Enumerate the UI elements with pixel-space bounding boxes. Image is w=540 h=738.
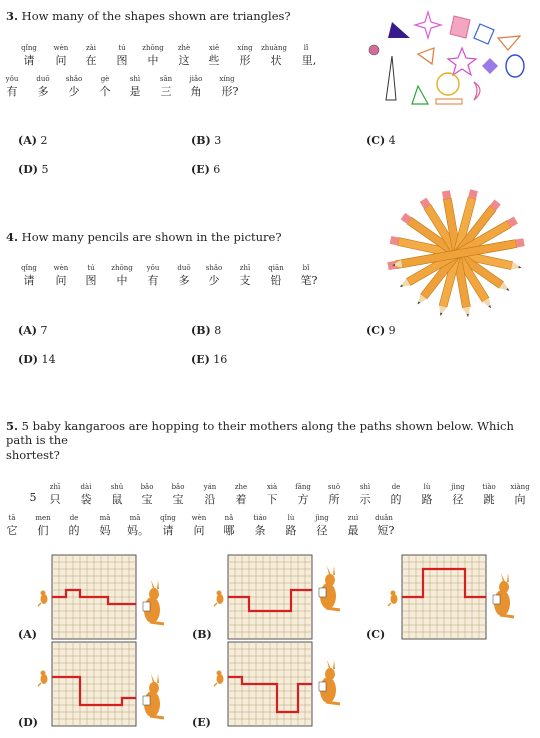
- hanzi: 是: [129, 85, 141, 98]
- baby-kangaroo-icon: [38, 671, 48, 687]
- pinyin: qiān: [268, 264, 284, 272]
- hanzi: 这: [178, 54, 190, 67]
- pinyin: mā: [99, 514, 111, 522]
- pinyin: shǎo: [65, 75, 83, 83]
- hanzi: 径: [452, 493, 464, 506]
- hanzi: 多: [37, 85, 49, 98]
- question-4: [6, 230, 282, 244]
- triangle-shape: [412, 86, 428, 104]
- pinyin: duō: [36, 75, 50, 83]
- pinyin: zhuàng: [261, 44, 287, 52]
- option-value: 6: [213, 163, 221, 176]
- option-letter: (D): [18, 353, 38, 366]
- pinyin: wèn: [191, 514, 207, 522]
- pinyin: jiǎo: [189, 75, 203, 83]
- ellipse-shape: [506, 55, 524, 77]
- option-letter: (E): [191, 163, 210, 176]
- pinyin: tā: [8, 514, 16, 522]
- option-value: 14: [41, 353, 56, 366]
- hanzi: 条: [254, 524, 266, 537]
- baby-kangaroo-icon: [214, 591, 224, 607]
- hanzi: 请: [23, 274, 35, 287]
- pinyin: men: [35, 514, 51, 522]
- path-grid-a: [34, 553, 169, 641]
- pinyin: qǐng: [21, 44, 37, 52]
- pinyin: shì: [359, 483, 371, 491]
- hanzi: 个: [99, 85, 111, 98]
- pinyin: mā: [129, 514, 141, 522]
- question-3: [6, 9, 291, 23]
- pinyin: wèn: [53, 44, 69, 52]
- question-number: 3.: [6, 9, 19, 23]
- pinyin: nǎ: [224, 514, 234, 522]
- pinyin: yán: [203, 483, 217, 491]
- pinyin: tú: [87, 264, 95, 272]
- option-e[interactable]: [191, 163, 220, 176]
- option-letter: (D): [18, 163, 38, 176]
- option-b[interactable]: [192, 628, 212, 641]
- square-shape: [450, 16, 470, 38]
- hanzi: 跳: [483, 493, 495, 506]
- option-value: 16: [213, 353, 228, 366]
- path-grid-c: [384, 553, 519, 641]
- option-d[interactable]: [18, 716, 38, 729]
- hanzi: 多: [178, 274, 190, 287]
- pinyin: xíng: [237, 44, 253, 52]
- rectangle-shape: [436, 99, 462, 104]
- option-value: 8: [214, 324, 222, 337]
- option-a[interactable]: [18, 134, 47, 147]
- pinyin: bǎo: [171, 483, 185, 491]
- pinyin: tiào: [482, 483, 496, 491]
- hanzi: 请: [162, 524, 174, 537]
- hanzi: 沿: [204, 493, 216, 506]
- pinyin: fāng: [295, 483, 311, 491]
- pinyin: shǎo: [205, 264, 223, 272]
- hanzi: 它: [6, 524, 18, 537]
- baby-kangaroo-icon: [214, 671, 224, 687]
- square-shape: [482, 58, 498, 74]
- pinyin: xià: [266, 483, 278, 491]
- pinyin: zuì: [347, 514, 359, 522]
- hanzi: 哪: [223, 524, 235, 537]
- pinyin: xiàng: [510, 483, 530, 491]
- hanzi: 只: [49, 493, 61, 506]
- hanzi: 问: [193, 524, 205, 537]
- option-value: 9: [388, 324, 396, 337]
- pinyin: suǒ: [327, 483, 341, 491]
- pinyin: xiē: [208, 44, 220, 52]
- option-value: 7: [40, 324, 48, 337]
- pinyin: sān: [159, 75, 173, 83]
- pinyin: zài: [85, 44, 97, 52]
- baby-kangaroo-icon: [388, 591, 398, 607]
- option-d[interactable]: [18, 163, 48, 176]
- mother-kangaroo-icon: [143, 674, 164, 718]
- hanzi: 着: [235, 493, 247, 506]
- question-number: 4.: [6, 230, 19, 244]
- question-text: How many of the shapes shown are triangles?: [21, 9, 291, 23]
- hanzi: 形?: [221, 85, 239, 98]
- option-letter: (C): [366, 134, 386, 147]
- option-letter: (A): [18, 324, 37, 337]
- mother-kangaroo-icon: [493, 573, 514, 617]
- pinyin: bǎo: [140, 483, 154, 491]
- hanzi: 在: [85, 54, 97, 67]
- hanzi: 的: [68, 524, 80, 537]
- hanzi: 图: [85, 274, 97, 287]
- pinyin: zhe: [234, 483, 248, 491]
- option-letter: (B): [192, 628, 212, 641]
- circle-shape: [369, 45, 379, 55]
- option-c[interactable]: [366, 324, 396, 337]
- option-letter: (C): [366, 324, 386, 337]
- hanzi: 5: [29, 491, 37, 504]
- shapes-figure: [362, 8, 532, 110]
- option-value: 2: [40, 134, 48, 147]
- option-c[interactable]: [366, 134, 396, 147]
- triangle-shape: [418, 48, 434, 64]
- triangle-shape: [498, 36, 520, 50]
- pinyin: bǐ: [302, 264, 310, 272]
- hanzi: 状: [270, 54, 282, 67]
- hanzi: 图: [116, 54, 128, 67]
- pinyin: jìng: [315, 514, 329, 522]
- baby-kangaroo-icon: [38, 591, 48, 607]
- hanzi: 少: [208, 274, 220, 287]
- pinyin: shǔ: [110, 483, 124, 491]
- option-letter: (A): [18, 628, 37, 641]
- option-a[interactable]: [18, 628, 37, 641]
- option-e[interactable]: [191, 353, 227, 366]
- option-letter: (B): [191, 134, 211, 147]
- option-d[interactable]: [18, 353, 55, 366]
- pinyin: de: [391, 483, 401, 491]
- hanzi: 请: [23, 54, 35, 67]
- star-shape: [448, 48, 476, 75]
- circle-shape: [437, 73, 459, 95]
- pinyin: zhī: [49, 483, 61, 491]
- pinyin: jìng: [451, 483, 465, 491]
- triangle-shape: [386, 56, 396, 100]
- hanzi: 向: [514, 493, 526, 506]
- option-letter: (E): [191, 353, 210, 366]
- hanzi: 径: [316, 524, 328, 537]
- pinyin: wèn: [53, 264, 69, 272]
- mother-kangaroo-icon: [143, 580, 164, 624]
- crescent-shape: [474, 82, 480, 100]
- hanzi: 的: [390, 493, 402, 506]
- hanzi: 宝: [172, 493, 184, 506]
- pinyin: yǒu: [146, 264, 160, 272]
- pinyin: zhōng: [142, 44, 164, 52]
- path-grid-e: [210, 640, 345, 728]
- option-c[interactable]: [366, 628, 385, 641]
- hanzi: 宝: [141, 493, 153, 506]
- pinyin: zhè: [177, 44, 191, 52]
- pinyin: duǎn: [375, 514, 393, 522]
- mother-kangaroo-icon: [319, 566, 340, 610]
- pinyin: zhī: [239, 264, 251, 272]
- hanzi: 最: [347, 524, 359, 537]
- triangle-shape: [388, 22, 410, 38]
- hanzi: 妈。: [127, 524, 149, 537]
- pinyin: lǐ: [303, 44, 309, 52]
- pinyin: qǐng: [21, 264, 37, 272]
- hanzi: 支: [239, 274, 251, 287]
- hanzi: 问: [55, 274, 67, 287]
- hanzi: 中: [147, 54, 159, 67]
- option-letter: (D): [18, 716, 38, 729]
- hanzi: 妈: [99, 524, 111, 537]
- pinyin: lù: [287, 514, 295, 522]
- mother-kangaroo-icon: [319, 660, 340, 704]
- option-letter: (E): [192, 716, 211, 729]
- hanzi: 笔?: [300, 274, 318, 287]
- hanzi: 少: [68, 85, 80, 98]
- pinyin: zhōng: [111, 264, 133, 272]
- pinyin: gè: [100, 75, 110, 83]
- hanzi: 下: [266, 493, 278, 506]
- option-value: 5: [41, 163, 49, 176]
- hanzi: 袋: [80, 493, 92, 506]
- hanzi: 些: [208, 54, 220, 67]
- hanzi: 鼠: [111, 493, 123, 506]
- hanzi: 中: [116, 274, 128, 287]
- pinyin: shì: [129, 75, 141, 83]
- pinyin: qǐng: [160, 514, 176, 522]
- question-number: 5.: [6, 419, 19, 433]
- pinyin: de: [69, 514, 79, 522]
- hanzi: 三: [160, 85, 172, 98]
- pinyin: xíng: [219, 75, 235, 83]
- pencils-figure: [384, 186, 530, 322]
- hanzi: 有: [6, 85, 18, 98]
- pinyin: lù: [423, 483, 431, 491]
- pinyin: tiáo: [253, 514, 267, 522]
- hanzi: 形: [239, 54, 251, 67]
- star-shape: [415, 12, 441, 38]
- option-e[interactable]: [192, 716, 211, 729]
- hanzi: 铅: [270, 274, 282, 287]
- pinyin: duō: [177, 264, 191, 272]
- hanzi: 们: [37, 524, 49, 537]
- hanzi: 角: [190, 85, 202, 98]
- hanzi: 路: [285, 524, 297, 537]
- option-letter: (A): [18, 134, 37, 147]
- hanzi: 示: [359, 493, 371, 506]
- pinyin: dài: [80, 483, 92, 491]
- pinyin: yǒu: [5, 75, 19, 83]
- hanzi: 方: [297, 493, 309, 506]
- pinyin: tú: [118, 44, 126, 52]
- hanzi: 短?: [377, 524, 395, 537]
- question-text: 5 baby kangaroos are hopping to their mothers along the paths shown below. Which path is the: [6, 419, 514, 447]
- option-value: 3: [214, 134, 222, 147]
- question-5: [6, 419, 536, 447]
- hanzi: 路: [421, 493, 433, 506]
- square-shape: [474, 24, 494, 44]
- hanzi: 里,: [301, 54, 317, 67]
- option-value: 4: [388, 134, 396, 147]
- hanzi: 有: [147, 274, 159, 287]
- hanzi: 所: [328, 493, 340, 506]
- question-text: How many pencils are shown in the picture?: [21, 230, 282, 244]
- option-b[interactable]: [191, 324, 221, 337]
- hanzi: 问: [55, 54, 67, 67]
- option-letter: (B): [191, 324, 211, 337]
- option-b[interactable]: [191, 134, 221, 147]
- path-grid-b: [210, 553, 345, 641]
- path-grid-d: [34, 640, 169, 728]
- question-text-continued: shortest?: [6, 448, 60, 462]
- option-letter: (C): [366, 628, 386, 641]
- option-a[interactable]: [18, 324, 47, 337]
